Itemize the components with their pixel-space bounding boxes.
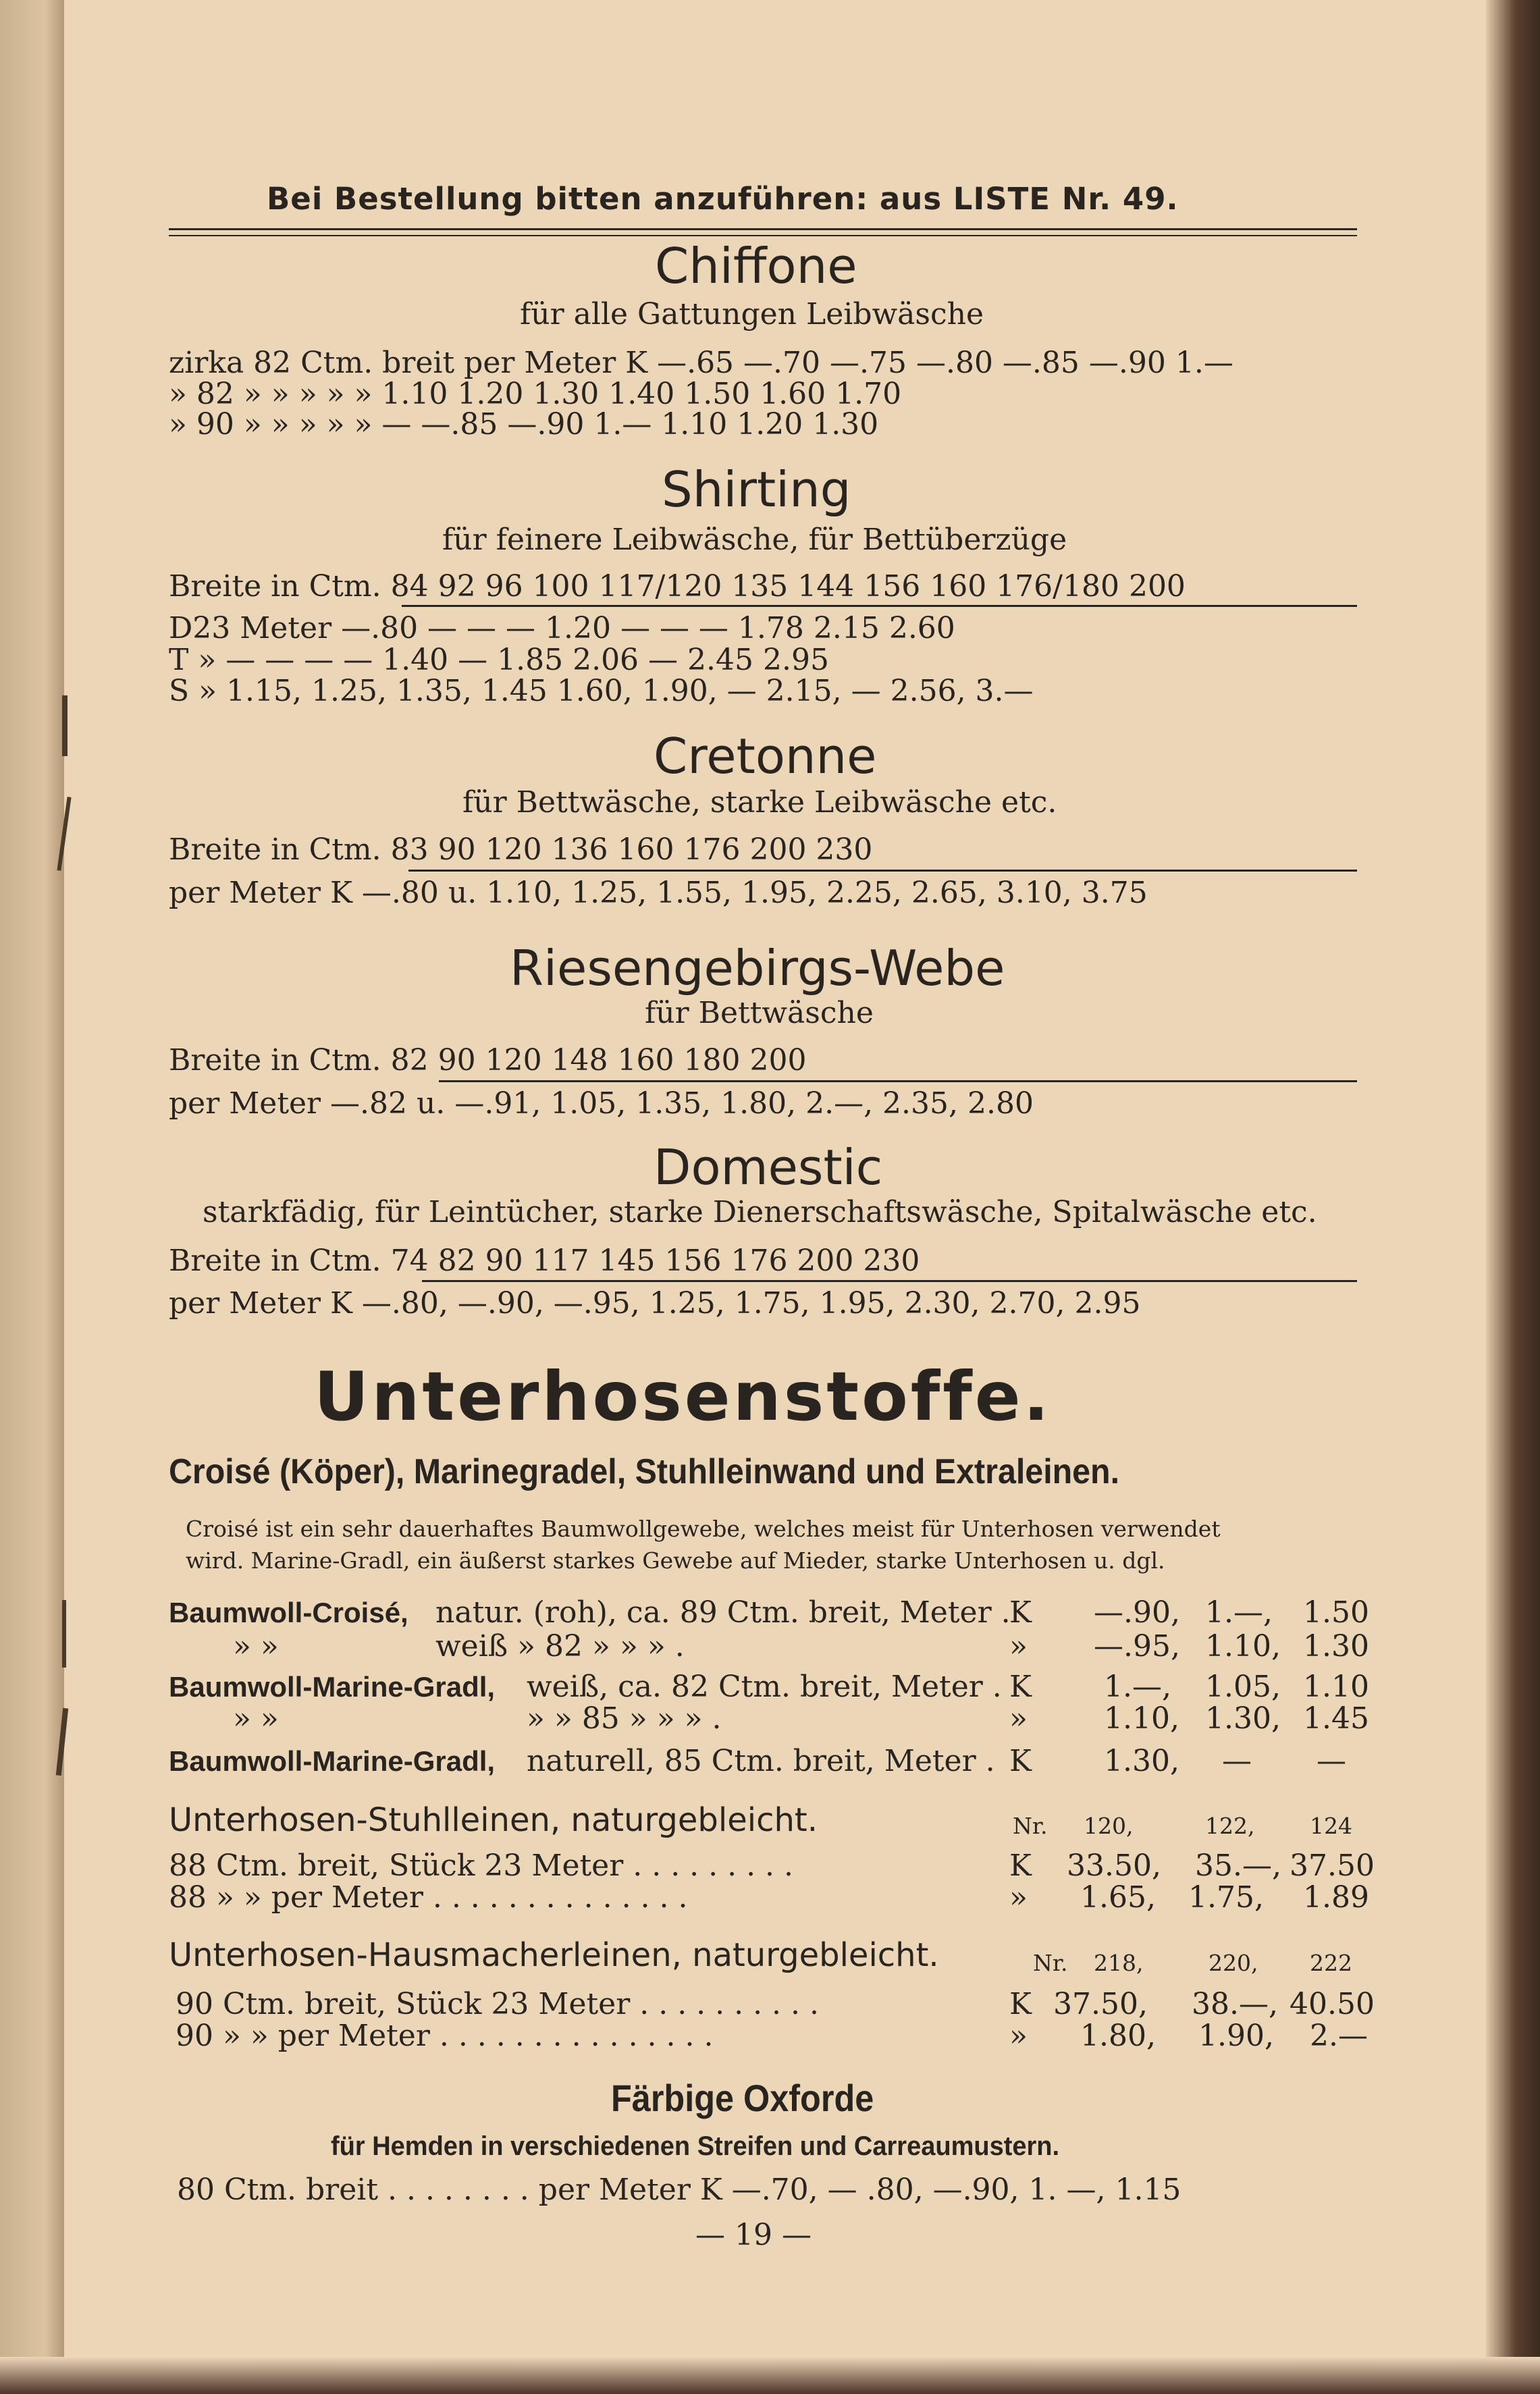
shirting-row: T » — — — — 1.40 — 1.85 2.06 — 2.45 2.95	[169, 643, 829, 677]
domestic-title: Domestic	[654, 1139, 883, 1196]
stuhlleinen-price: 33.50,	[1067, 1848, 1161, 1883]
item-price: 1.10	[1303, 1670, 1369, 1704]
header-rule-thin	[169, 235, 1357, 236]
item-name: Baumwoll-Marine-Gradl,	[169, 1671, 496, 1703]
hausmacher-nr: 218,	[1094, 1950, 1144, 1976]
domestic-header-row: Breite in Ctm. 74 82 90 117 145 156 176 200 230	[169, 1244, 920, 1278]
item-currency: »	[1009, 1701, 1028, 1736]
stuhlleinen-currency: »	[1009, 1880, 1028, 1915]
hausmacher-nr: 222	[1310, 1950, 1352, 1976]
item-price: 1.—,	[1205, 1595, 1273, 1630]
right-page-edge	[1486, 0, 1540, 2394]
hausmacher-price: 2.—	[1310, 2019, 1368, 2053]
hausmacher-price: 40.50	[1290, 1987, 1375, 2021]
cretonne-header-row: Breite in Ctm. 83 90 120 136 160 176 200 230	[169, 832, 873, 867]
item-price: 1.45	[1303, 1701, 1369, 1736]
domestic-rule	[422, 1280, 1357, 1282]
item-desc: weiß » 82 » » » .	[435, 1629, 685, 1664]
item-name: Baumwoll-Marine-Gradl,	[169, 1745, 496, 1777]
bottom-page-edge	[0, 2357, 1540, 2394]
item-price: 1.10,	[1104, 1701, 1179, 1736]
item-price: 1.05,	[1205, 1670, 1281, 1704]
item-desc: weiß, ca. 82 Ctm. breit, Meter .	[527, 1670, 1002, 1704]
item-price: 1.50	[1303, 1595, 1369, 1630]
oxforde-subtitle: für Hemden in verschiedenen Streifen und Carreaumustern.	[331, 2131, 1060, 2161]
oxforde-row: 80 Ctm. breit . . . . . . . . per Meter K —.70, — .80, —.90, 1. —, 1.15	[177, 2173, 1181, 2207]
item-price: 1.—,	[1104, 1670, 1171, 1704]
unterhosen-description: Croisé ist ein sehr dauerhaftes Baumwollgewebe, welches meist für Unterhosen verwendet	[186, 1516, 1221, 1542]
item-desc: naturell, 85 Ctm. breit, Meter .	[527, 1744, 995, 1778]
item-price: —.90,	[1094, 1595, 1180, 1630]
cretonne-row: per Meter K —.80 u. 1.10, 1.25, 1.55, 1.95, 2.25, 2.65, 3.10, 3.75	[169, 876, 1148, 910]
item-name: » »	[233, 1701, 279, 1736]
domestic-row: per Meter K —.80, —.90, —.95, 1.25, 1.75, 1.95, 2.30, 2.70, 2.95	[169, 1286, 1141, 1321]
item-name: Baumwoll-Croisé,	[169, 1597, 408, 1628]
unterhosen-subtitle: Croisé (Köper), Marinegradel, Stuhlleinwand und Extraleinen.	[169, 1452, 1120, 1491]
stuhlleinen-nr: 124	[1310, 1813, 1352, 1839]
hausmacher-nr: 220,	[1209, 1950, 1258, 1976]
domestic-subtitle: starkfädig, für Leintücher, starke Dienerschaftswäsche, Spitalwäsche etc.	[203, 1195, 1317, 1229]
stuhlleinen-price: 1.65,	[1080, 1880, 1156, 1915]
item-currency: »	[1009, 1629, 1028, 1664]
chiffone-row: » 90 » » » » » — —.85 —.90 1.— 1.10 1.20 1.30	[169, 407, 879, 442]
cretonne-rule	[408, 870, 1357, 872]
stuhlleinen-price: 1.75,	[1188, 1880, 1264, 1915]
shirting-row: S » 1.15, 1.25, 1.35, 1.45 1.60, 1.90, — 2.15, — 2.56, 3.—	[169, 674, 1034, 708]
item-currency: K	[1009, 1744, 1032, 1778]
stuhlleinen-title: Unterhosen-Stuhlleinen, naturgebleicht.	[169, 1801, 818, 1839]
cretonne-subtitle: für Bettwäsche, starke Leibwäsche etc.	[462, 785, 1057, 820]
shirting-rule	[402, 605, 1357, 607]
left-page-edge	[0, 0, 64, 2394]
item-price: —	[1222, 1744, 1252, 1778]
hausmacher-title: Unterhosen-Hausmacherleinen, naturgebleicht.	[169, 1936, 939, 1974]
page-number: — 19 —	[695, 2218, 812, 2252]
hausmacher-nr-label: Nr.	[1033, 1950, 1068, 1976]
item-price: 1.30,	[1104, 1744, 1179, 1778]
unterhosen-description: wird. Marine-Gradl, ein äußerst starkes Gewebe auf Mieder, starke Unterhosen u. dgl.	[186, 1547, 1165, 1574]
item-currency: K	[1009, 1670, 1032, 1704]
shirting-subtitle: für feinere Leibwäsche, für Bettüberzüge	[442, 523, 1067, 557]
hausmacher-price: 1.90,	[1198, 2019, 1274, 2053]
hausmacher-price: 38.—,	[1192, 1987, 1278, 2021]
stuhlleinen-nr: 122,	[1205, 1813, 1255, 1839]
riesengebirgs-row: per Meter —.82 u. —.91, 1.05, 1.35, 1.80, 2.—, 2.35, 2.80	[169, 1086, 1034, 1121]
stuhlleinen-nr-label: Nr.	[1013, 1813, 1048, 1839]
riesengebirgs-header-row: Breite in Ctm. 82 90 120 148 160 180 200	[169, 1043, 807, 1078]
header-rule	[169, 228, 1357, 230]
item-price: 1.30,	[1205, 1701, 1281, 1736]
chiffone-subtitle: für alle Gattungen Leibwäsche	[520, 297, 984, 331]
riesengebirgs-subtitle: für Bettwäsche	[645, 996, 874, 1030]
hausmacher-row: 90 » » per Meter . . . . . . . . . . . . . . .	[176, 2019, 714, 2053]
riesengebirgs-rule	[439, 1080, 1357, 1082]
unterhosen-title: Unterhosenstoffe.	[314, 1357, 1052, 1436]
binding-mark	[62, 695, 68, 756]
item-price: —.95,	[1094, 1629, 1180, 1664]
chiffone-row: » 82 » » » » » 1.10 1.20 1.30 1.40 1.50 1.60 1.70	[169, 377, 902, 411]
shirting-header-row: Breite in Ctm. 84 92 96 100 117/120 135 144 156 160 176/180 200	[169, 569, 1186, 604]
shirting-title: Shirting	[662, 461, 851, 518]
stuhlleinen-price: 1.89	[1303, 1880, 1369, 1915]
item-price: 1.10,	[1205, 1629, 1281, 1664]
item-name: » »	[233, 1629, 279, 1664]
hausmacher-price: 1.80,	[1080, 2019, 1156, 2053]
chiffone-row: zirka 82 Ctm. breit per Meter K —.65 —.70 —.75 —.80 —.85 —.90 1.—	[169, 346, 1233, 380]
item-price: —	[1317, 1744, 1346, 1778]
hausmacher-row: 90 Ctm. breit, Stück 23 Meter . . . . . . . . . .	[176, 1987, 819, 2021]
stuhlleinen-nr: 120,	[1084, 1813, 1134, 1839]
cretonne-title: Cretonne	[654, 728, 877, 784]
stuhlleinen-price: 35.—,	[1195, 1848, 1281, 1883]
stuhlleinen-row: 88 Ctm. breit, Stück 23 Meter . . . . . . . . .	[169, 1848, 794, 1883]
hausmacher-currency: K	[1009, 1987, 1032, 2021]
hausmacher-currency: »	[1009, 2019, 1028, 2053]
item-price: 1.30	[1303, 1629, 1369, 1664]
hausmacher-price: 37.50,	[1053, 1987, 1148, 2021]
shirting-row: D23 Meter —.80 — — — 1.20 — — — 1.78 2.15 2.60	[169, 611, 955, 645]
chiffone-title: Chiffone	[655, 238, 857, 294]
order-header: Bei Bestellung bitten anzuführen: aus LISTE Nr. 49.	[267, 181, 1179, 217]
item-desc: natur. (roh), ca. 89 Ctm. breit, Meter .	[435, 1595, 1011, 1630]
item-currency: K	[1009, 1595, 1032, 1630]
stuhlleinen-currency: K	[1009, 1848, 1032, 1883]
item-desc: » » 85 » » » .	[527, 1701, 722, 1736]
stuhlleinen-price: 37.50	[1290, 1848, 1375, 1883]
riesengebirgs-title: Riesengebirgs-Webe	[510, 940, 1005, 996]
stuhlleinen-row: 88 » » per Meter . . . . . . . . . . . . . .	[169, 1880, 688, 1915]
oxforde-title: Färbige Oxforde	[611, 2077, 874, 2119]
binding-mark	[62, 1600, 66, 1668]
